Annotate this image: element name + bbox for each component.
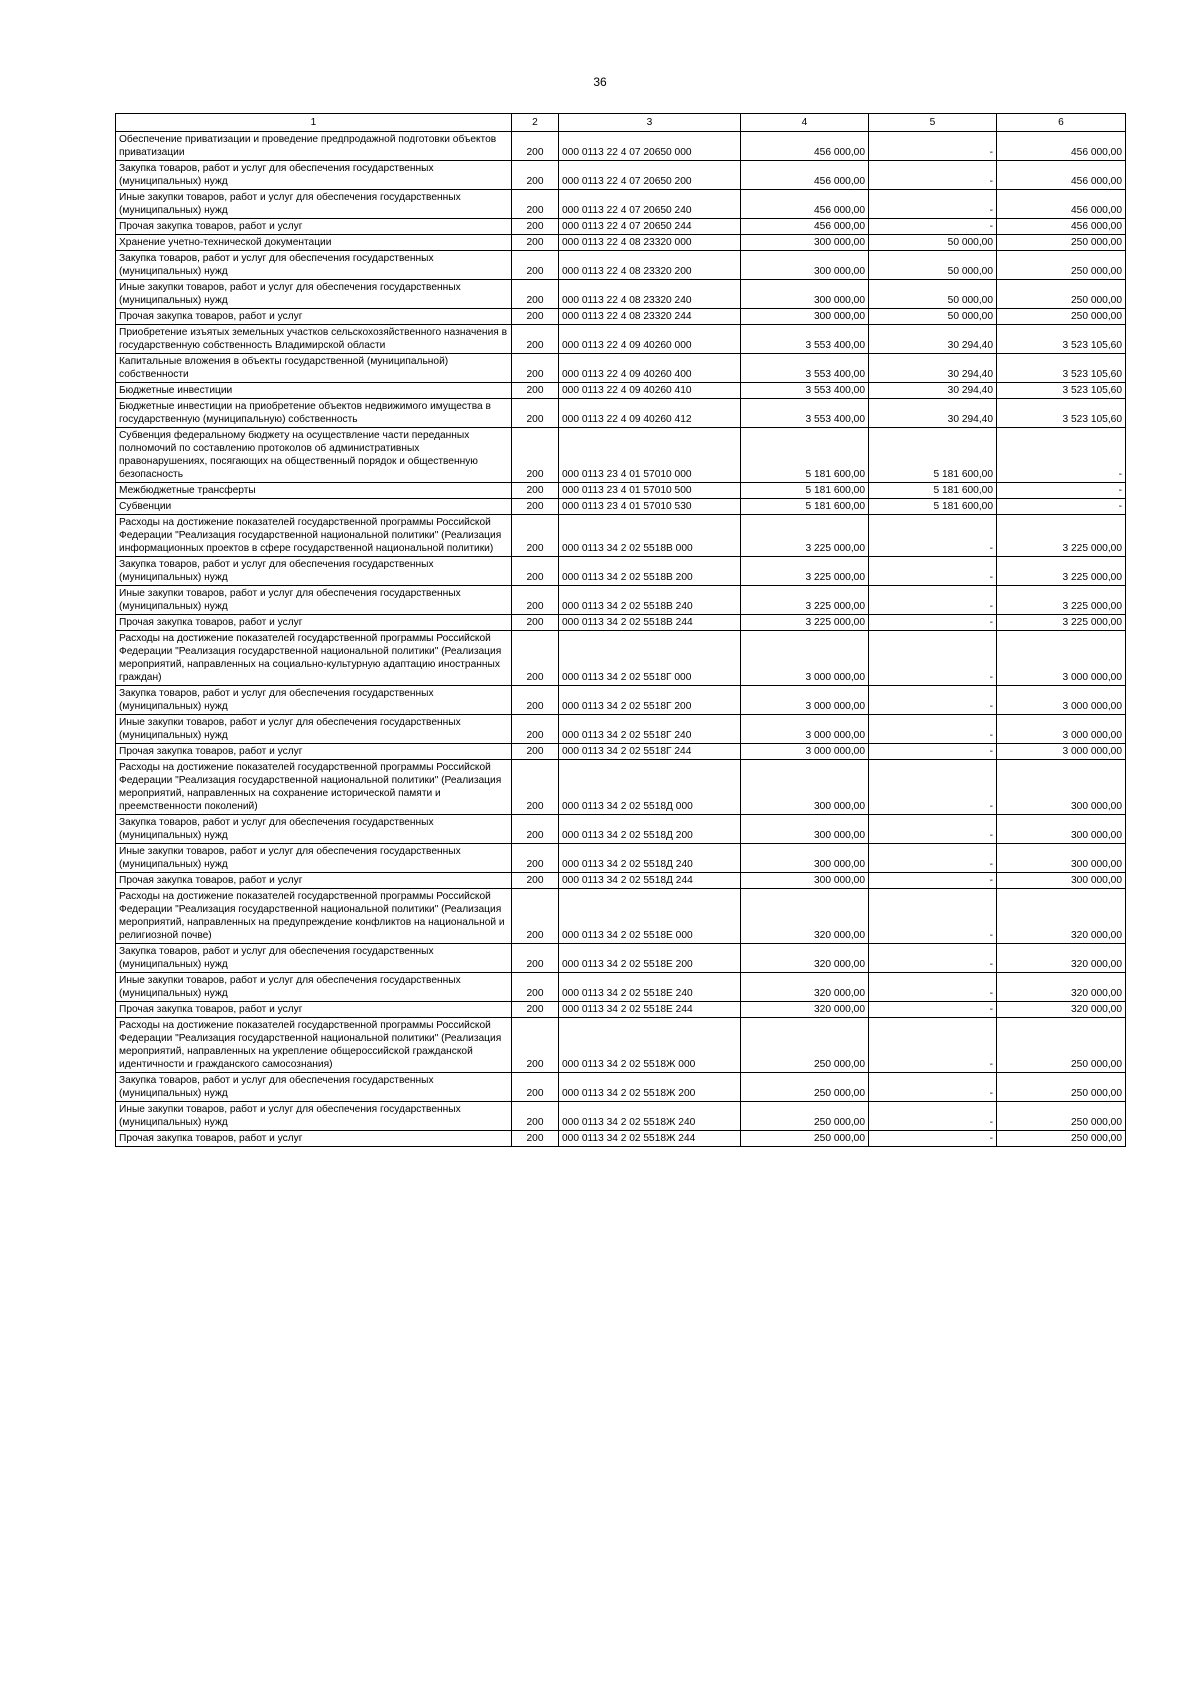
row-name: Субвенция федеральному бюджету на осуществление части переданных полномочий по составлению протоколов об административных правонарушениях, посягающих на общественный порядок и общественную безопасность bbox=[116, 428, 512, 483]
col-header-5: 5 bbox=[869, 114, 997, 132]
row-line-code: 200 bbox=[512, 515, 559, 557]
row-amount-col6: 300 000,00 bbox=[997, 815, 1126, 844]
row-line-code: 200 bbox=[512, 309, 559, 325]
row-amount-col5: - bbox=[869, 586, 997, 615]
row-name: Прочая закупка товаров, работ и услуг bbox=[116, 1131, 512, 1147]
row-amount-col4: 456 000,00 bbox=[741, 190, 869, 219]
row-amount-col6: 456 000,00 bbox=[997, 219, 1126, 235]
row-amount-col6: 250 000,00 bbox=[997, 309, 1126, 325]
row-amount-col4: 300 000,00 bbox=[741, 280, 869, 309]
row-amount-col5: - bbox=[869, 161, 997, 190]
row-amount-col5: - bbox=[869, 1073, 997, 1102]
row-amount-col6: 3 000 000,00 bbox=[997, 715, 1126, 744]
row-amount-col5: - bbox=[869, 1002, 997, 1018]
row-amount-col4: 3 553 400,00 bbox=[741, 399, 869, 428]
row-amount-col6: 320 000,00 bbox=[997, 1002, 1126, 1018]
row-line-code: 200 bbox=[512, 354, 559, 383]
row-amount-col6: 3 225 000,00 bbox=[997, 557, 1126, 586]
header-row bbox=[116, 114, 1126, 132]
row-budget-code: 000 0113 22 4 07 20650 000 bbox=[559, 132, 741, 161]
row-line-code: 200 bbox=[512, 744, 559, 760]
row-amount-col5: - bbox=[869, 190, 997, 219]
row-budget-code: 000 0113 34 2 02 5518Д 000 bbox=[559, 760, 741, 815]
row-budget-code: 000 0113 22 4 08 23320 200 bbox=[559, 251, 741, 280]
row-name: Межбюджетные трансферты bbox=[116, 483, 512, 499]
row-name: Прочая закупка товаров, работ и услуг bbox=[116, 873, 512, 889]
row-name: Хранение учетно-технической документации bbox=[116, 235, 512, 251]
row-name: Приобретение изъятых земельных участков сельскохозяйственного назначения в государственную собственность Владимирской области bbox=[116, 325, 512, 354]
table-row bbox=[116, 889, 1126, 944]
row-name: Обеспечение приватизации и проведение предпродажной подготовки объектов приватизации bbox=[116, 132, 512, 161]
row-amount-col6: 3 523 105,60 bbox=[997, 399, 1126, 428]
row-amount-col4: 250 000,00 bbox=[741, 1131, 869, 1147]
row-name: Бюджетные инвестиции на приобретение объектов недвижимого имущества в государственную (муниципальную) собственность bbox=[116, 399, 512, 428]
table-row bbox=[116, 1002, 1126, 1018]
row-amount-col6: 3 000 000,00 bbox=[997, 744, 1126, 760]
row-name: Иные закупки товаров, работ и услуг для обеспечения государственных (муниципальных) нужд bbox=[116, 1102, 512, 1131]
table-row bbox=[116, 280, 1126, 309]
row-budget-code: 000 0113 34 2 02 5518Д 244 bbox=[559, 873, 741, 889]
col-header-2: 2 bbox=[512, 114, 559, 132]
row-amount-col6: 320 000,00 bbox=[997, 944, 1126, 973]
row-line-code: 200 bbox=[512, 1002, 559, 1018]
row-amount-col5: 5 181 600,00 bbox=[869, 428, 997, 483]
table-row bbox=[116, 354, 1126, 383]
row-line-code: 200 bbox=[512, 499, 559, 515]
row-amount-col6: 3 523 105,60 bbox=[997, 383, 1126, 399]
row-amount-col5: 5 181 600,00 bbox=[869, 483, 997, 499]
row-amount-col4: 456 000,00 bbox=[741, 161, 869, 190]
row-name: Закупка товаров, работ и услуг для обеспечения государственных (муниципальных) нужд bbox=[116, 161, 512, 190]
row-amount-col5: - bbox=[869, 744, 997, 760]
row-line-code: 200 bbox=[512, 973, 559, 1002]
col-header-3: 3 bbox=[559, 114, 741, 132]
row-budget-code: 000 0113 22 4 09 40260 400 bbox=[559, 354, 741, 383]
row-amount-col5: - bbox=[869, 615, 997, 631]
row-name: Расходы на достижение показателей государственной программы Российской Федерации "Реализация государственной национальной политики" (Реализация мероприятий, направленных на предупреждение конфликтов на национальной и религиозной почве) bbox=[116, 889, 512, 944]
col-header-6: 6 bbox=[997, 114, 1126, 132]
row-amount-col6: - bbox=[997, 483, 1126, 499]
row-line-code: 200 bbox=[512, 889, 559, 944]
row-line-code: 200 bbox=[512, 483, 559, 499]
row-amount-col5: 30 294,40 bbox=[869, 325, 997, 354]
row-budget-code: 000 0113 34 2 02 5518Ж 200 bbox=[559, 1073, 741, 1102]
row-amount-col5: 50 000,00 bbox=[869, 280, 997, 309]
table-row bbox=[116, 161, 1126, 190]
table-row bbox=[116, 873, 1126, 889]
row-amount-col4: 3 225 000,00 bbox=[741, 615, 869, 631]
table-row bbox=[116, 973, 1126, 1002]
row-amount-col4: 456 000,00 bbox=[741, 132, 869, 161]
table-row bbox=[116, 235, 1126, 251]
row-amount-col4: 3 225 000,00 bbox=[741, 515, 869, 557]
row-amount-col4: 3 000 000,00 bbox=[741, 631, 869, 686]
row-amount-col6: 250 000,00 bbox=[997, 251, 1126, 280]
row-budget-code: 000 0113 22 4 07 20650 200 bbox=[559, 161, 741, 190]
row-amount-col4: 3 225 000,00 bbox=[741, 586, 869, 615]
row-line-code: 200 bbox=[512, 944, 559, 973]
row-line-code: 200 bbox=[512, 190, 559, 219]
row-amount-col4: 300 000,00 bbox=[741, 760, 869, 815]
row-amount-col4: 300 000,00 bbox=[741, 235, 869, 251]
table-row bbox=[116, 383, 1126, 399]
row-budget-code: 000 0113 23 4 01 57010 530 bbox=[559, 499, 741, 515]
table-row bbox=[116, 1131, 1126, 1147]
row-budget-code: 000 0113 22 4 07 20650 240 bbox=[559, 190, 741, 219]
row-name: Расходы на достижение показателей государственной программы Российской Федерации "Реализация государственной национальной политики" (Реализация информационных проектов в сфере государственной национальной политики) bbox=[116, 515, 512, 557]
row-name: Иные закупки товаров, работ и услуг для обеспечения государственных (муниципальных) нужд bbox=[116, 190, 512, 219]
row-amount-col6: 320 000,00 bbox=[997, 889, 1126, 944]
row-budget-code: 000 0113 34 2 02 5518Г 200 bbox=[559, 686, 741, 715]
row-budget-code: 000 0113 22 4 08 23320 000 bbox=[559, 235, 741, 251]
row-amount-col4: 3 553 400,00 bbox=[741, 325, 869, 354]
table-row bbox=[116, 586, 1126, 615]
row-name: Капитальные вложения в объекты государственной (муниципальной) собственности bbox=[116, 354, 512, 383]
row-amount-col6: 250 000,00 bbox=[997, 1073, 1126, 1102]
table-row bbox=[116, 944, 1126, 973]
row-line-code: 200 bbox=[512, 1018, 559, 1073]
row-amount-col6: 250 000,00 bbox=[997, 1018, 1126, 1073]
row-budget-code: 000 0113 34 2 02 5518Г 000 bbox=[559, 631, 741, 686]
table-row bbox=[116, 515, 1126, 557]
row-budget-code: 000 0113 34 2 02 5518Д 200 bbox=[559, 815, 741, 844]
row-amount-col5: 50 000,00 bbox=[869, 235, 997, 251]
row-name: Расходы на достижение показателей государственной программы Российской Федерации "Реализация государственной национальной политики" (Реализация мероприятий, направленных на сохранение исторической памяти и преемственности поколений) bbox=[116, 760, 512, 815]
table-row bbox=[116, 1018, 1126, 1073]
table-row bbox=[116, 715, 1126, 744]
row-budget-code: 000 0113 34 2 02 5518Г 240 bbox=[559, 715, 741, 744]
row-amount-col5: - bbox=[869, 557, 997, 586]
row-name: Закупка товаров, работ и услуг для обеспечения государственных (муниципальных) нужд bbox=[116, 557, 512, 586]
row-name: Расходы на достижение показателей государственной программы Российской Федерации "Реализация государственной национальной политики" (Реализация мероприятий, направленных на укрепление общероссийской гражданской идентичности и гражданского самосознания) bbox=[116, 1018, 512, 1073]
row-budget-code: 000 0113 34 2 02 5518Г 244 bbox=[559, 744, 741, 760]
row-name: Иные закупки товаров, работ и услуг для обеспечения государственных (муниципальных) нужд bbox=[116, 715, 512, 744]
row-line-code: 200 bbox=[512, 760, 559, 815]
row-amount-col5: - bbox=[869, 973, 997, 1002]
row-line-code: 200 bbox=[512, 161, 559, 190]
budget-table bbox=[115, 113, 1126, 1147]
row-line-code: 200 bbox=[512, 844, 559, 873]
table-body bbox=[116, 132, 1126, 1147]
row-amount-col4: 300 000,00 bbox=[741, 815, 869, 844]
row-amount-col6: 3 225 000,00 bbox=[997, 515, 1126, 557]
row-budget-code: 000 0113 34 2 02 5518Е 240 bbox=[559, 973, 741, 1002]
row-amount-col6: 3 225 000,00 bbox=[997, 615, 1126, 631]
row-line-code: 200 bbox=[512, 235, 559, 251]
row-amount-col6: 456 000,00 bbox=[997, 161, 1126, 190]
table-row bbox=[116, 219, 1126, 235]
row-amount-col5: - bbox=[869, 1102, 997, 1131]
row-amount-col6: 3 523 105,60 bbox=[997, 354, 1126, 383]
row-amount-col5: 30 294,40 bbox=[869, 383, 997, 399]
table-row bbox=[116, 325, 1126, 354]
row-budget-code: 000 0113 22 4 08 23320 240 bbox=[559, 280, 741, 309]
table-row bbox=[116, 428, 1126, 483]
row-amount-col6: - bbox=[997, 499, 1126, 515]
row-name: Субвенции bbox=[116, 499, 512, 515]
row-line-code: 200 bbox=[512, 686, 559, 715]
row-amount-col4: 250 000,00 bbox=[741, 1073, 869, 1102]
row-amount-col5: - bbox=[869, 873, 997, 889]
row-amount-col4: 250 000,00 bbox=[741, 1102, 869, 1131]
row-amount-col6: 3 000 000,00 bbox=[997, 686, 1126, 715]
row-amount-col6: 3 000 000,00 bbox=[997, 631, 1126, 686]
col-header-4: 4 bbox=[741, 114, 869, 132]
row-amount-col4: 3 000 000,00 bbox=[741, 715, 869, 744]
row-name: Прочая закупка товаров, работ и услуг bbox=[116, 219, 512, 235]
row-line-code: 200 bbox=[512, 557, 559, 586]
row-amount-col4: 5 181 600,00 bbox=[741, 428, 869, 483]
page-number: 36 bbox=[593, 75, 607, 89]
row-amount-col5: - bbox=[869, 132, 997, 161]
table-row bbox=[116, 815, 1126, 844]
row-line-code: 200 bbox=[512, 631, 559, 686]
row-budget-code: 000 0113 22 4 09 40260 410 bbox=[559, 383, 741, 399]
row-amount-col5: 30 294,40 bbox=[869, 399, 997, 428]
row-amount-col4: 320 000,00 bbox=[741, 973, 869, 1002]
row-name: Иные закупки товаров, работ и услуг для обеспечения государственных (муниципальных) нужд bbox=[116, 586, 512, 615]
row-name: Прочая закупка товаров, работ и услуг bbox=[116, 1002, 512, 1018]
row-line-code: 200 bbox=[512, 251, 559, 280]
table-row bbox=[116, 483, 1126, 499]
row-amount-col4: 320 000,00 bbox=[741, 1002, 869, 1018]
row-line-code: 200 bbox=[512, 815, 559, 844]
row-amount-col5: - bbox=[869, 686, 997, 715]
row-line-code: 200 bbox=[512, 132, 559, 161]
row-budget-code: 000 0113 34 2 02 5518Ж 240 bbox=[559, 1102, 741, 1131]
row-amount-col4: 300 000,00 bbox=[741, 309, 869, 325]
row-amount-col5: - bbox=[869, 1018, 997, 1073]
table-row bbox=[116, 557, 1126, 586]
row-budget-code: 000 0113 34 2 02 5518В 200 bbox=[559, 557, 741, 586]
table-row bbox=[116, 760, 1126, 815]
row-amount-col5: - bbox=[869, 631, 997, 686]
table-row bbox=[116, 251, 1126, 280]
row-amount-col5: - bbox=[869, 715, 997, 744]
row-name: Закупка товаров, работ и услуг для обеспечения государственных (муниципальных) нужд bbox=[116, 815, 512, 844]
row-amount-col6: 300 000,00 bbox=[997, 844, 1126, 873]
row-amount-col4: 5 181 600,00 bbox=[741, 483, 869, 499]
row-line-code: 200 bbox=[512, 1073, 559, 1102]
row-budget-code: 000 0113 34 2 02 5518В 244 bbox=[559, 615, 741, 631]
row-amount-col4: 320 000,00 bbox=[741, 944, 869, 973]
row-amount-col5: 5 181 600,00 bbox=[869, 499, 997, 515]
row-line-code: 200 bbox=[512, 383, 559, 399]
row-line-code: 200 bbox=[512, 325, 559, 354]
row-amount-col5: - bbox=[869, 815, 997, 844]
row-budget-code: 000 0113 34 2 02 5518В 240 bbox=[559, 586, 741, 615]
row-amount-col6: - bbox=[997, 428, 1126, 483]
row-name: Бюджетные инвестиции bbox=[116, 383, 512, 399]
col-header-1: 1 bbox=[116, 114, 512, 132]
row-amount-col6: 250 000,00 bbox=[997, 280, 1126, 309]
table-row bbox=[116, 844, 1126, 873]
row-amount-col5: - bbox=[869, 219, 997, 235]
row-line-code: 200 bbox=[512, 399, 559, 428]
row-name: Иные закупки товаров, работ и услуг для обеспечения государственных (муниципальных) нужд bbox=[116, 280, 512, 309]
row-amount-col4: 5 181 600,00 bbox=[741, 499, 869, 515]
row-name: Прочая закупка товаров, работ и услуг bbox=[116, 615, 512, 631]
row-budget-code: 000 0113 34 2 02 5518Е 200 bbox=[559, 944, 741, 973]
table-row bbox=[116, 631, 1126, 686]
row-budget-code: 000 0113 34 2 02 5518Ж 244 bbox=[559, 1131, 741, 1147]
table-row bbox=[116, 309, 1126, 325]
row-amount-col6: 250 000,00 bbox=[997, 235, 1126, 251]
row-line-code: 200 bbox=[512, 280, 559, 309]
row-amount-col4: 3 000 000,00 bbox=[741, 686, 869, 715]
row-amount-col4: 3 553 400,00 bbox=[741, 354, 869, 383]
row-amount-col6: 3 523 105,60 bbox=[997, 325, 1126, 354]
row-budget-code: 000 0113 34 2 02 5518Д 240 bbox=[559, 844, 741, 873]
row-line-code: 200 bbox=[512, 615, 559, 631]
row-amount-col6: 456 000,00 bbox=[997, 190, 1126, 219]
row-amount-col6: 250 000,00 bbox=[997, 1102, 1126, 1131]
row-budget-code: 000 0113 23 4 01 57010 500 bbox=[559, 483, 741, 499]
row-budget-code: 000 0113 23 4 01 57010 000 bbox=[559, 428, 741, 483]
row-line-code: 200 bbox=[512, 1102, 559, 1131]
row-amount-col5: - bbox=[869, 889, 997, 944]
row-amount-col4: 300 000,00 bbox=[741, 873, 869, 889]
row-budget-code: 000 0113 34 2 02 5518Ж 000 bbox=[559, 1018, 741, 1073]
row-amount-col4: 3 000 000,00 bbox=[741, 744, 869, 760]
row-name: Закупка товаров, работ и услуг для обеспечения государственных (муниципальных) нужд bbox=[116, 251, 512, 280]
row-amount-col4: 300 000,00 bbox=[741, 844, 869, 873]
table-row bbox=[116, 190, 1126, 219]
row-name: Закупка товаров, работ и услуг для обеспечения государственных (муниципальных) нужд bbox=[116, 686, 512, 715]
row-amount-col4: 3 225 000,00 bbox=[741, 557, 869, 586]
table-row bbox=[116, 686, 1126, 715]
row-amount-col6: 3 225 000,00 bbox=[997, 586, 1126, 615]
row-line-code: 200 bbox=[512, 873, 559, 889]
table-row bbox=[116, 744, 1126, 760]
table-row bbox=[116, 399, 1126, 428]
row-budget-code: 000 0113 22 4 09 40260 412 bbox=[559, 399, 741, 428]
row-budget-code: 000 0113 34 2 02 5518Е 000 bbox=[559, 889, 741, 944]
row-amount-col4: 456 000,00 bbox=[741, 219, 869, 235]
row-amount-col6: 300 000,00 bbox=[997, 760, 1126, 815]
row-name: Закупка товаров, работ и услуг для обеспечения государственных (муниципальных) нужд bbox=[116, 944, 512, 973]
row-line-code: 200 bbox=[512, 219, 559, 235]
row-amount-col5: - bbox=[869, 1131, 997, 1147]
row-amount-col5: 50 000,00 bbox=[869, 309, 997, 325]
row-name: Иные закупки товаров, работ и услуг для обеспечения государственных (муниципальных) нужд bbox=[116, 973, 512, 1002]
row-amount-col6: 250 000,00 bbox=[997, 1131, 1126, 1147]
table-row bbox=[116, 499, 1126, 515]
table-row bbox=[116, 1102, 1126, 1131]
row-budget-code: 000 0113 22 4 07 20650 244 bbox=[559, 219, 741, 235]
row-amount-col6: 320 000,00 bbox=[997, 973, 1126, 1002]
row-name: Прочая закупка товаров, работ и услуг bbox=[116, 309, 512, 325]
row-amount-col4: 3 553 400,00 bbox=[741, 383, 869, 399]
row-line-code: 200 bbox=[512, 586, 559, 615]
row-amount-col4: 250 000,00 bbox=[741, 1018, 869, 1073]
row-amount-col6: 456 000,00 bbox=[997, 132, 1126, 161]
row-budget-code: 000 0113 34 2 02 5518Е 244 bbox=[559, 1002, 741, 1018]
row-name: Иные закупки товаров, работ и услуг для обеспечения государственных (муниципальных) нужд bbox=[116, 844, 512, 873]
row-amount-col5: 50 000,00 bbox=[869, 251, 997, 280]
row-amount-col5: - bbox=[869, 944, 997, 973]
table-row bbox=[116, 615, 1126, 631]
row-name: Прочая закупка товаров, работ и услуг bbox=[116, 744, 512, 760]
row-amount-col4: 320 000,00 bbox=[741, 889, 869, 944]
row-budget-code: 000 0113 34 2 02 5518В 000 bbox=[559, 515, 741, 557]
row-budget-code: 000 0113 22 4 08 23320 244 bbox=[559, 309, 741, 325]
row-amount-col5: 30 294,40 bbox=[869, 354, 997, 383]
row-amount-col4: 300 000,00 bbox=[741, 251, 869, 280]
table-row bbox=[116, 1073, 1126, 1102]
row-name: Расходы на достижение показателей государственной программы Российской Федерации "Реализация государственной национальной политики" (Реализация мероприятий, направленных на социально-культурную адаптацию иностранных граждан) bbox=[116, 631, 512, 686]
row-amount-col6: 300 000,00 bbox=[997, 873, 1126, 889]
row-amount-col5: - bbox=[869, 515, 997, 557]
row-line-code: 200 bbox=[512, 428, 559, 483]
table-row bbox=[116, 132, 1126, 161]
row-line-code: 200 bbox=[512, 715, 559, 744]
row-name: Закупка товаров, работ и услуг для обеспечения государственных (муниципальных) нужд bbox=[116, 1073, 512, 1102]
row-line-code: 200 bbox=[512, 1131, 559, 1147]
row-budget-code: 000 0113 22 4 09 40260 000 bbox=[559, 325, 741, 354]
row-amount-col5: - bbox=[869, 844, 997, 873]
row-amount-col5: - bbox=[869, 760, 997, 815]
